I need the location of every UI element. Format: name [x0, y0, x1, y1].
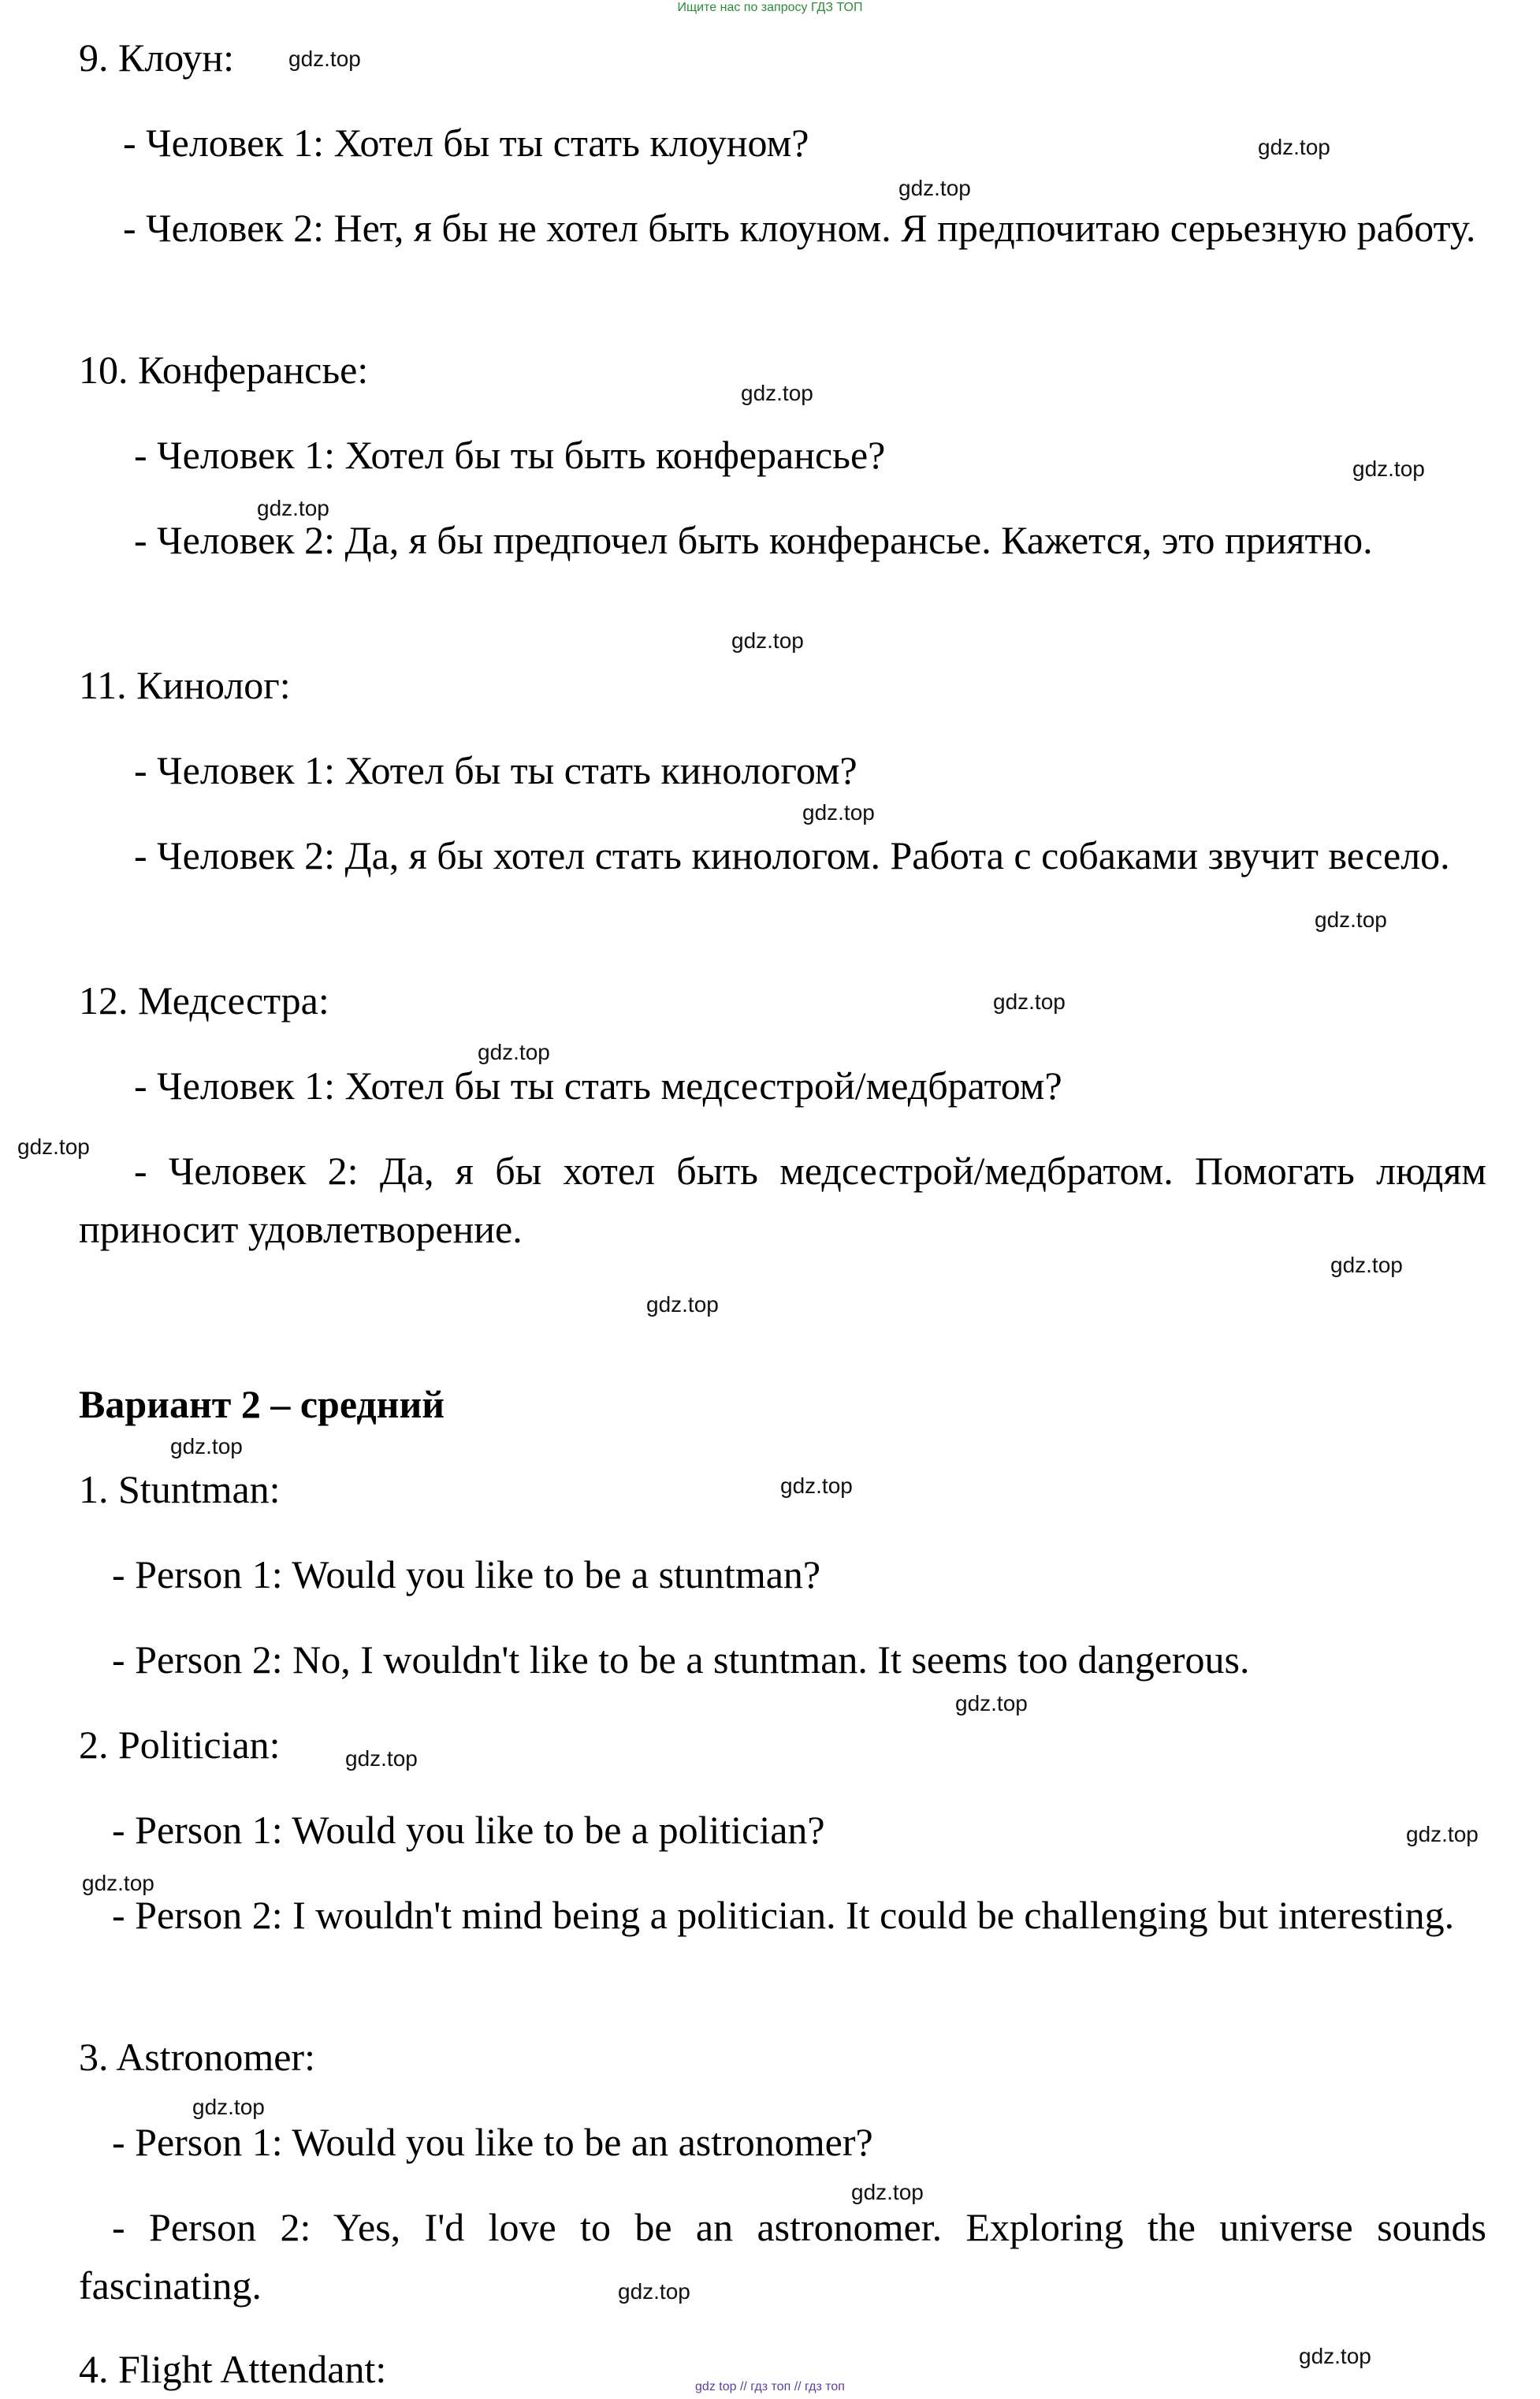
- item-2-line-2: - Person 2: I wouldn't mind being a politician. It could be challenging but interesting.: [112, 1893, 1455, 1937]
- item-12-line-2: - Человек 2: Да, я бы хотел быть медсестрой/медбратом. Помогать людям приносит удовлетворение.: [79, 1149, 1486, 1251]
- item-11-title: 11. Кинолог:: [79, 663, 291, 707]
- item-3-line-2: - Person 2: Yes, I'd love to be an astronomer. Exploring the universe sounds fascinating.: [79, 2205, 1486, 2308]
- watermark: gdz.top: [478, 1040, 550, 1064]
- item-4-title: 4. Flight Attendant:: [79, 2347, 387, 2391]
- item-3-line-1: - Person 1: Would you like to be an astronomer?: [112, 2120, 873, 2164]
- watermark: gdz.top: [731, 628, 804, 653]
- watermark: gdz.top: [741, 381, 813, 405]
- watermark: gdz.top: [851, 2180, 924, 2204]
- watermark: gdz.top: [646, 1292, 719, 1317]
- variant-2-heading: Вариант 2 – средний: [79, 1382, 445, 1426]
- watermark: gdz.top: [1406, 1822, 1479, 1846]
- item-9-line-1: - Человек 1: Хотел бы ты стать клоуном?: [123, 121, 809, 165]
- watermark: gdz.top: [802, 800, 875, 825]
- watermark: gdz.top: [898, 176, 971, 200]
- watermark: gdz.top: [1352, 456, 1425, 481]
- watermark: gdz.top: [288, 47, 361, 71]
- watermark: gdz.top: [780, 1473, 853, 1498]
- watermark: gdz.top: [955, 1691, 1028, 1715]
- bottom-banner: gdz top // гдз топ // гдз топ: [695, 2380, 845, 2393]
- watermark: gdz.top: [618, 2279, 690, 2304]
- watermark: gdz.top: [993, 989, 1066, 1014]
- item-12-line-1: - Человек 1: Хотел бы ты стать медсестрой/медбратом?: [134, 1064, 1062, 1108]
- watermark: gdz.top: [82, 1871, 154, 1895]
- item-10-line-2: - Человек 2: Да, я бы предпочел быть конферансье. Кажется, это приятно.: [134, 518, 1373, 562]
- watermark: gdz.top: [1258, 135, 1330, 159]
- item-1-line-1: - Person 1: Would you like to be a stuntman?: [112, 1552, 821, 1596]
- watermark: gdz.top: [1315, 907, 1387, 932]
- item-10-line-1: - Человек 1: Хотел бы ты быть конферансье?: [134, 433, 886, 477]
- item-10-title: 10. Конферансье:: [79, 348, 369, 392]
- watermark: gdz.top: [17, 1134, 90, 1159]
- item-9-line-2: - Человек 2: Нет, я бы не хотел быть клоуном. Я предпочитаю серьезную работу.: [123, 206, 1476, 250]
- watermark: gdz.top: [1299, 2344, 1371, 2368]
- item-9-title: 9. Клоун:: [79, 35, 235, 80]
- item-2-line-1: - Person 1: Would you like to be a politician?: [112, 1808, 825, 1852]
- watermark: gdz.top: [192, 2095, 265, 2119]
- watermark: gdz.top: [257, 496, 329, 520]
- item-2-title: 2. Politician:: [79, 1723, 281, 1767]
- item-3-title: 3. Astronomer:: [79, 2035, 315, 2079]
- watermark: gdz.top: [345, 1746, 418, 1771]
- item-1-line-2: - Person 2: No, I wouldn't like to be a stuntman. It seems too dangerous.: [112, 1637, 1250, 1682]
- top-banner: Ищите нас по запросу ГДЗ ТОП: [677, 1, 863, 14]
- watermark: gdz.top: [1330, 1253, 1403, 1277]
- item-11-line-1: - Человек 1: Хотел бы ты стать кинологом?: [134, 748, 857, 792]
- watermark: gdz.top: [170, 1434, 243, 1458]
- item-1-title: 1. Stuntman:: [79, 1467, 281, 1511]
- item-11-line-2: - Человек 2: Да, я бы хотел стать кинологом. Работа с собаками звучит весело.: [134, 833, 1450, 877]
- item-12-title: 12. Медсестра:: [79, 978, 329, 1023]
